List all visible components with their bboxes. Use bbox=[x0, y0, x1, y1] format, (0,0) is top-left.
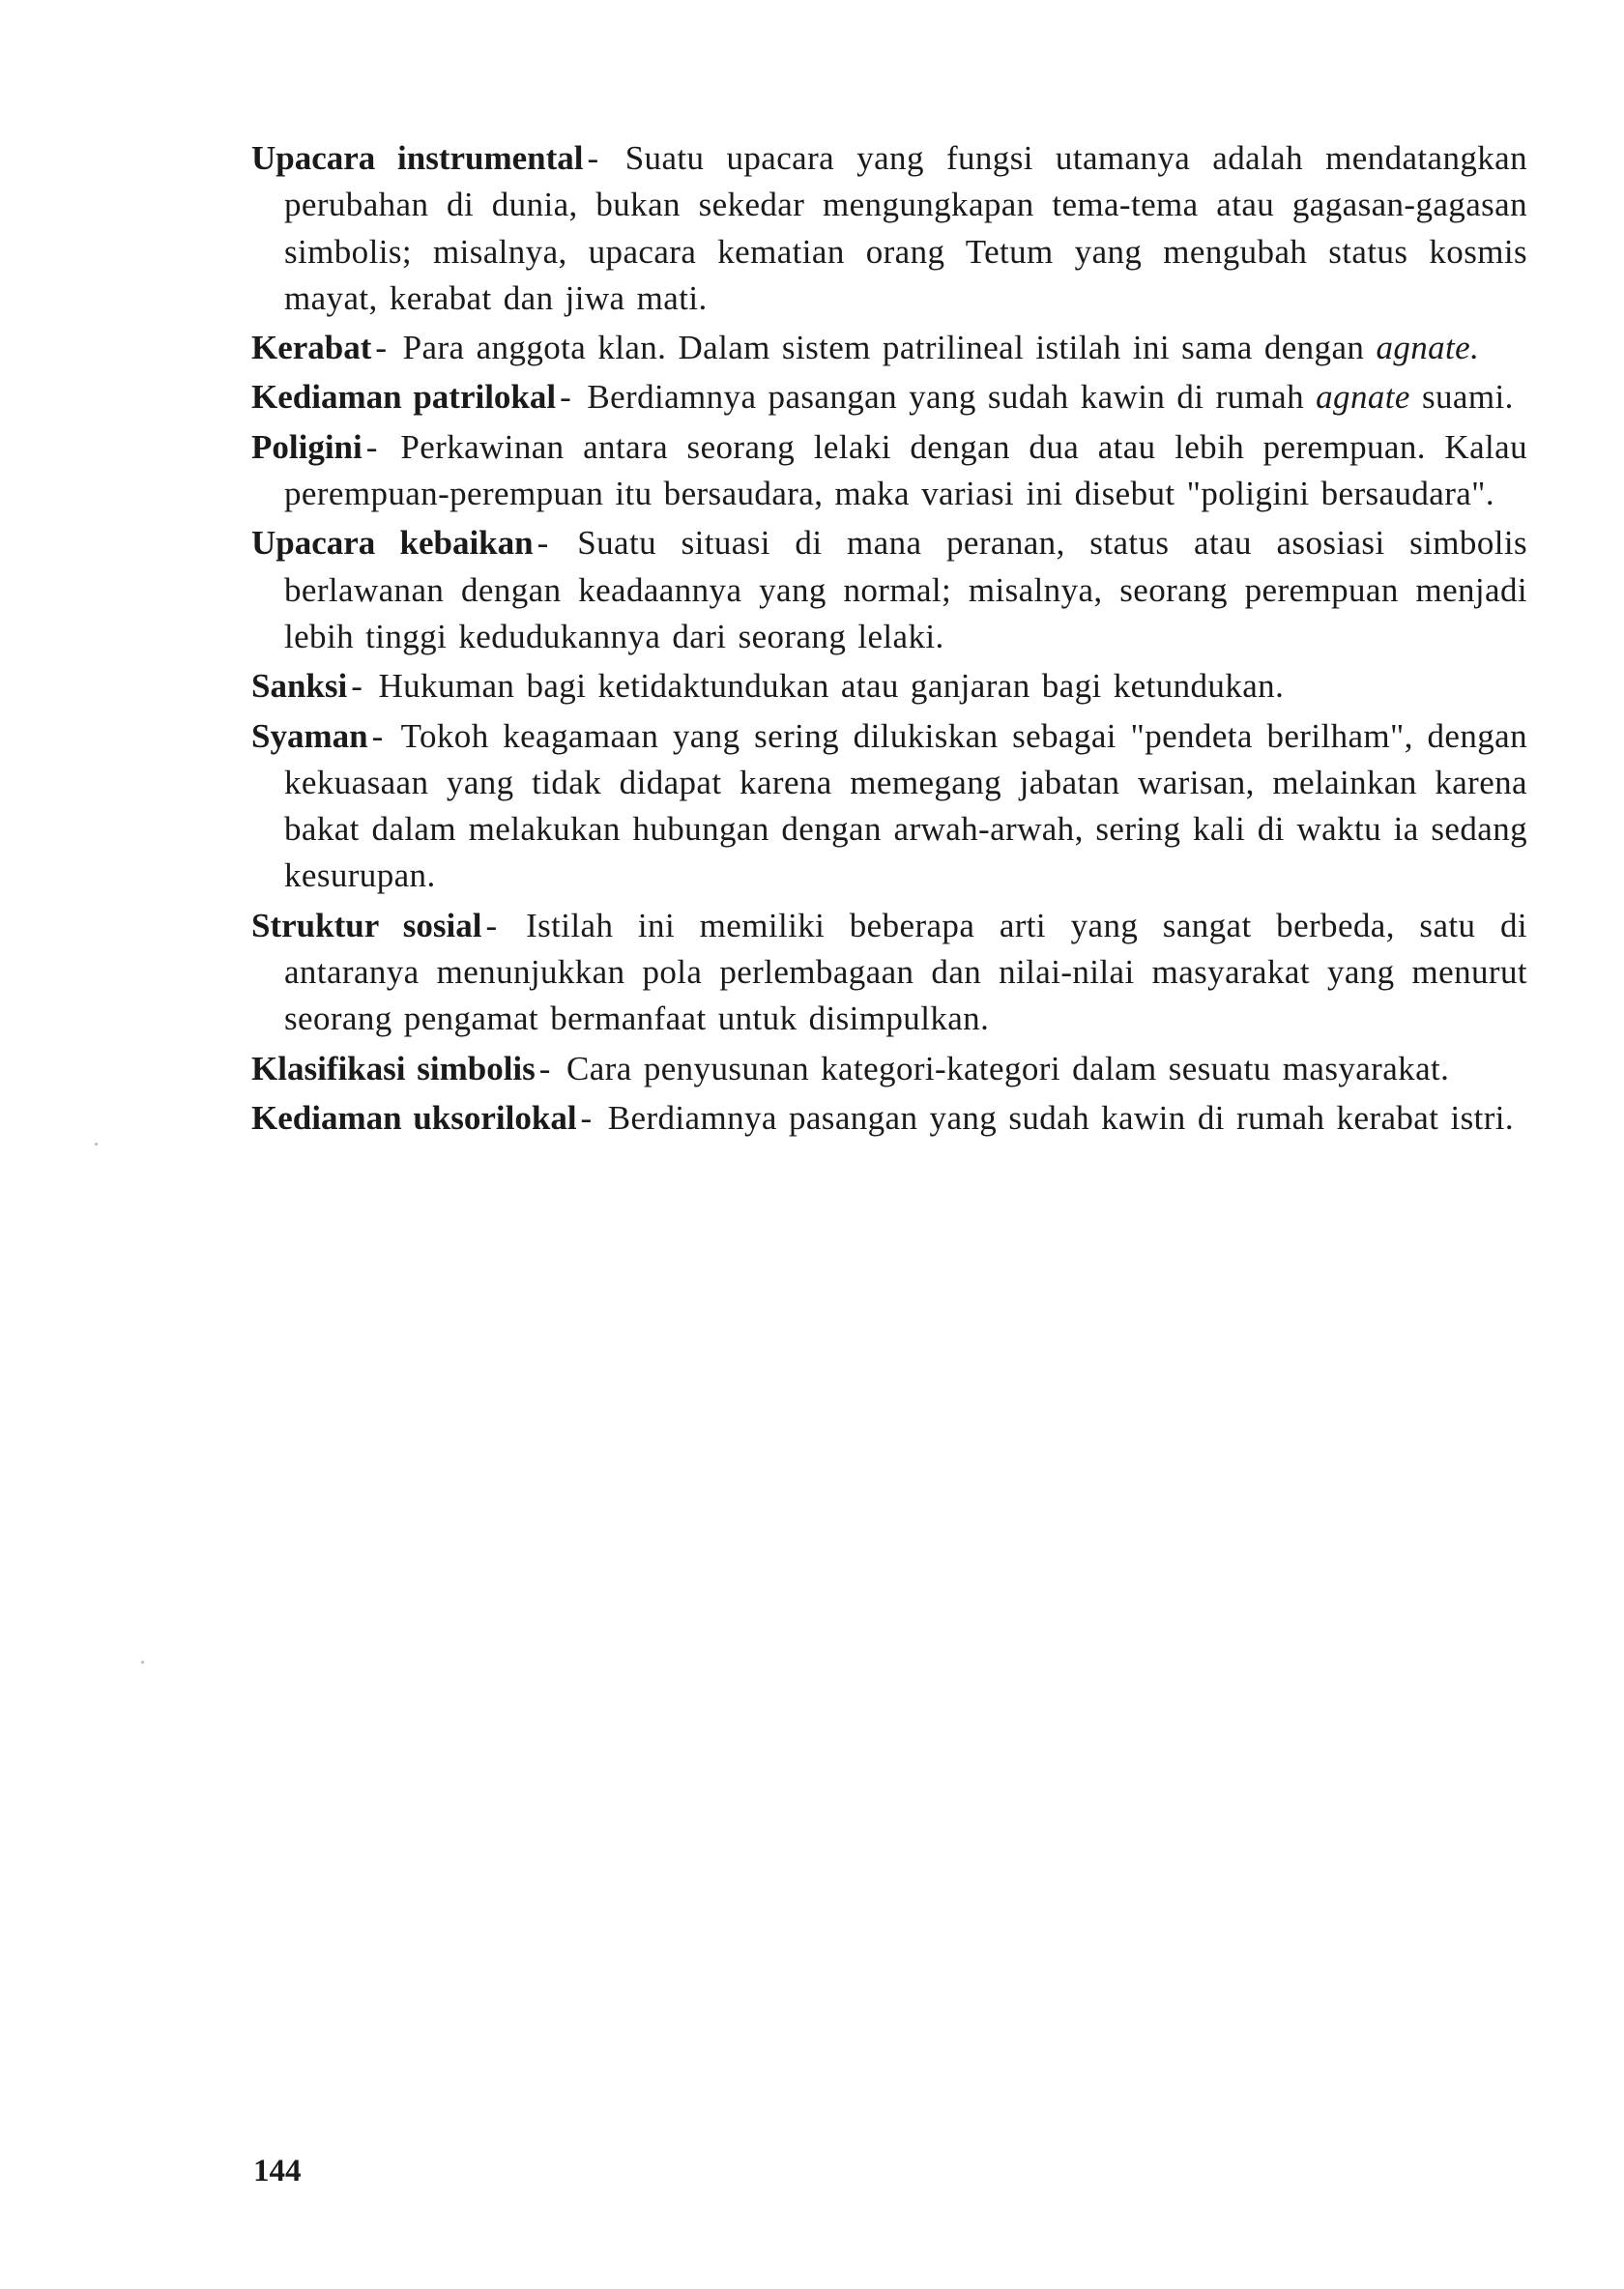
scan-speck bbox=[95, 1143, 98, 1145]
glossary-definition: Berdiamnya pasangan yang sudah kawin di rumah kerabat istri. bbox=[607, 1098, 1515, 1137]
glossary-entry-upacara-kebaikan bbox=[251, 520, 1527, 660]
glossary-term: Kediaman patrilokal bbox=[251, 378, 557, 417]
glossary-entry-poligini bbox=[251, 424, 1527, 518]
term-separator: - bbox=[371, 716, 384, 755]
glossary-entry-klasifikasi-simbolis bbox=[251, 1046, 1527, 1092]
glossary-definition: Tokoh keagamaan yang sering dilukiskan sebagai "pendeta berilham", dengan kekuasaan yang tidak didapat karena memegang jabatan warisan, melainkan karena bakat dalam melakukan hubungan dengan arwah-arwah, sering kali di waktu ia sedang kesurupan. bbox=[284, 716, 1527, 895]
glossary-entry-struktur-sosial bbox=[251, 903, 1527, 1043]
scan-speck bbox=[141, 1661, 144, 1664]
glossary-term: Klasifikasi simbolis bbox=[251, 1049, 536, 1087]
glossary-entry-syaman bbox=[251, 713, 1527, 900]
term-separator: - bbox=[485, 906, 498, 944]
glossary-definition: Istilah ini memiliki beberapa arti yang sangat berbeda, satu di antaranya menunjukkan pola perlembagaan dan nilai-nilai masyarakat yang menurut seorang pengamat bermanfaat untuk disimpulkan. bbox=[284, 906, 1527, 1038]
glossary-entry-sanksi bbox=[251, 663, 1527, 710]
glossary-definition: Suatu upacara yang fungsi utamanya adalah mendatangkan perubahan di dunia, bukan sekedar mengungkapan tema-tema atau gagasan-gagasan simbolis; misalnya, upacara kematian orang Tetum yang mengubah status kosmis mayat, kerabat dan jiwa mati. bbox=[284, 139, 1528, 317]
glossary-term: Syaman bbox=[251, 716, 368, 755]
term-separator: - bbox=[536, 524, 549, 563]
definition-text: Berdiamnya pasangan yang sudah kawin di rumah bbox=[587, 378, 1304, 417]
glossary-term: Upacara kebaikan bbox=[251, 524, 534, 563]
glossary-term: Kediaman uksorilokal bbox=[251, 1098, 577, 1137]
glossary-definition bbox=[587, 378, 1513, 416]
glossary-definition: Suatu situasi di mana peranan, status atau asosiasi simbolis berlawanan dengan keadaannya yang normal; misalnya, seorang perempuan menjadi lebih tinggi kedudukannya dari seorang lelaki. bbox=[284, 524, 1528, 655]
term-separator: - bbox=[365, 427, 378, 466]
glossary-definition: Hukuman bagi ketidaktundukan atau ganjaran bagi ketundukan. bbox=[378, 667, 1285, 706]
glossary-entry-kediaman-uksorilokal bbox=[251, 1095, 1527, 1142]
definition-italic-term: agnate bbox=[1316, 378, 1410, 417]
glossary-term: Poligini bbox=[251, 427, 362, 466]
term-separator: - bbox=[351, 667, 363, 706]
glossary-entry-kediaman-patrilokal bbox=[251, 374, 1527, 420]
term-separator: - bbox=[538, 1049, 551, 1087]
glossary-entry-upacara-instrumental bbox=[251, 135, 1527, 322]
glossary-entry-kerabat bbox=[251, 325, 1527, 371]
glossary-definition: Cara penyusunan kategori-kategori dalam sesuatu masyarakat. bbox=[566, 1049, 1450, 1087]
term-separator: - bbox=[587, 139, 599, 177]
term-separator: - bbox=[375, 329, 388, 367]
definition-text: Para anggota klan. Dalam sistem patrilineal istilah ini sama dengan bbox=[402, 329, 1365, 367]
term-separator: - bbox=[580, 1098, 593, 1137]
term-separator: - bbox=[560, 378, 572, 417]
glossary-definition bbox=[403, 329, 1480, 366]
page-number: 144 bbox=[253, 2154, 302, 2188]
definition-text-after: suami. bbox=[1421, 378, 1514, 417]
glossary-term: Sanksi bbox=[251, 667, 348, 706]
glossary-definition: Perkawinan antara seorang lelaki dengan dua atau lebih perempuan. Kalau perempuan-perempuan itu bersaudara, maka variasi ini disebut "poligini bersaudara". bbox=[284, 427, 1527, 513]
glossary-list bbox=[251, 135, 1527, 1144]
definition-italic-term: agnate. bbox=[1376, 329, 1480, 367]
glossary-term: Struktur sosial bbox=[251, 906, 482, 944]
glossary-term: Kerabat bbox=[251, 329, 372, 367]
glossary-term: Upacara instrumental bbox=[251, 139, 584, 177]
